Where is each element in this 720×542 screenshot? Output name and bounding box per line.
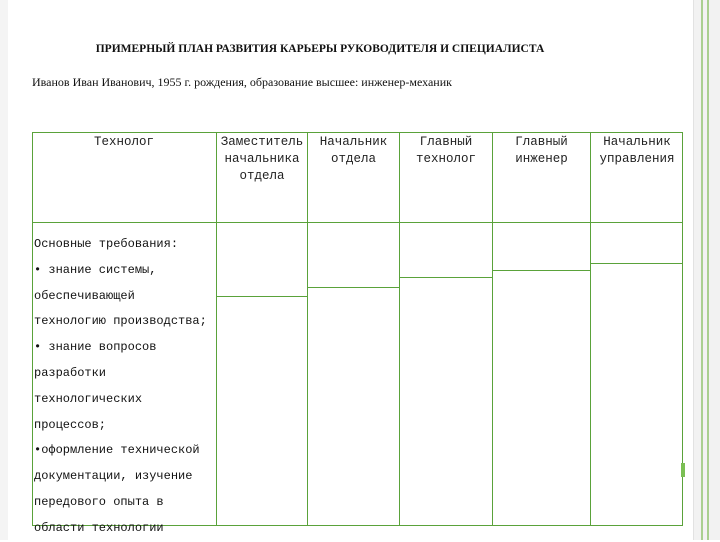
step-line (307, 287, 399, 288)
column-header-deputy-head: Заместитель начальника отдела (220, 135, 304, 183)
requirements-line: технологию производства; (34, 314, 207, 329)
requirements-line: • знание вопросов (34, 340, 157, 355)
column-divider (399, 132, 400, 526)
frame-stripe (701, 0, 703, 540)
requirements-line: передового опыта в (34, 494, 164, 509)
requirements-line: обеспечивающей (34, 288, 135, 303)
column-header-technologist: Технолог (93, 135, 154, 149)
column-divider (590, 132, 591, 526)
column-header-dept-head: Начальник отдела (319, 135, 388, 166)
document-title: ПРИМЕРНЫЙ ПЛАН РАЗВИТИЯ КАРЬЕРЫ РУКОВОДИТЕЛЯ И СПЕЦИАЛИСТА (95, 43, 545, 55)
frame-stripe (707, 0, 709, 540)
column-header-division-head: Начальник управления (599, 135, 675, 166)
requirements-line: Основные требования: (34, 237, 179, 251)
document-subtitle: Иванов Иван Иванович, 1955 г. рождения, образование высшее: инженер-механик (32, 75, 452, 89)
step-line (492, 270, 590, 271)
requirements-line: процессов; (34, 417, 107, 432)
requirements-line: области технологии (34, 520, 164, 535)
requirements-line: документации, изучение (34, 469, 193, 484)
header-divider (32, 222, 683, 223)
requirements-line: технологических (34, 391, 143, 406)
requirements-line: • знание системы, (34, 262, 157, 277)
column-header-chief-technologist: Главный технолог (415, 135, 476, 166)
requirements-line: разработки (34, 365, 107, 380)
requirements-cell (34, 232, 219, 542)
column-header-chief-engineer: Главный инженер (515, 135, 568, 166)
step-line (399, 277, 492, 278)
slide-frame-border (693, 0, 720, 540)
requirements-line: •оформление технической (34, 443, 200, 458)
edge-marker (681, 463, 685, 477)
left-frame (0, 0, 8, 540)
column-divider (307, 132, 308, 526)
step-line (216, 296, 307, 297)
column-divider (492, 132, 493, 526)
step-line (590, 263, 683, 264)
